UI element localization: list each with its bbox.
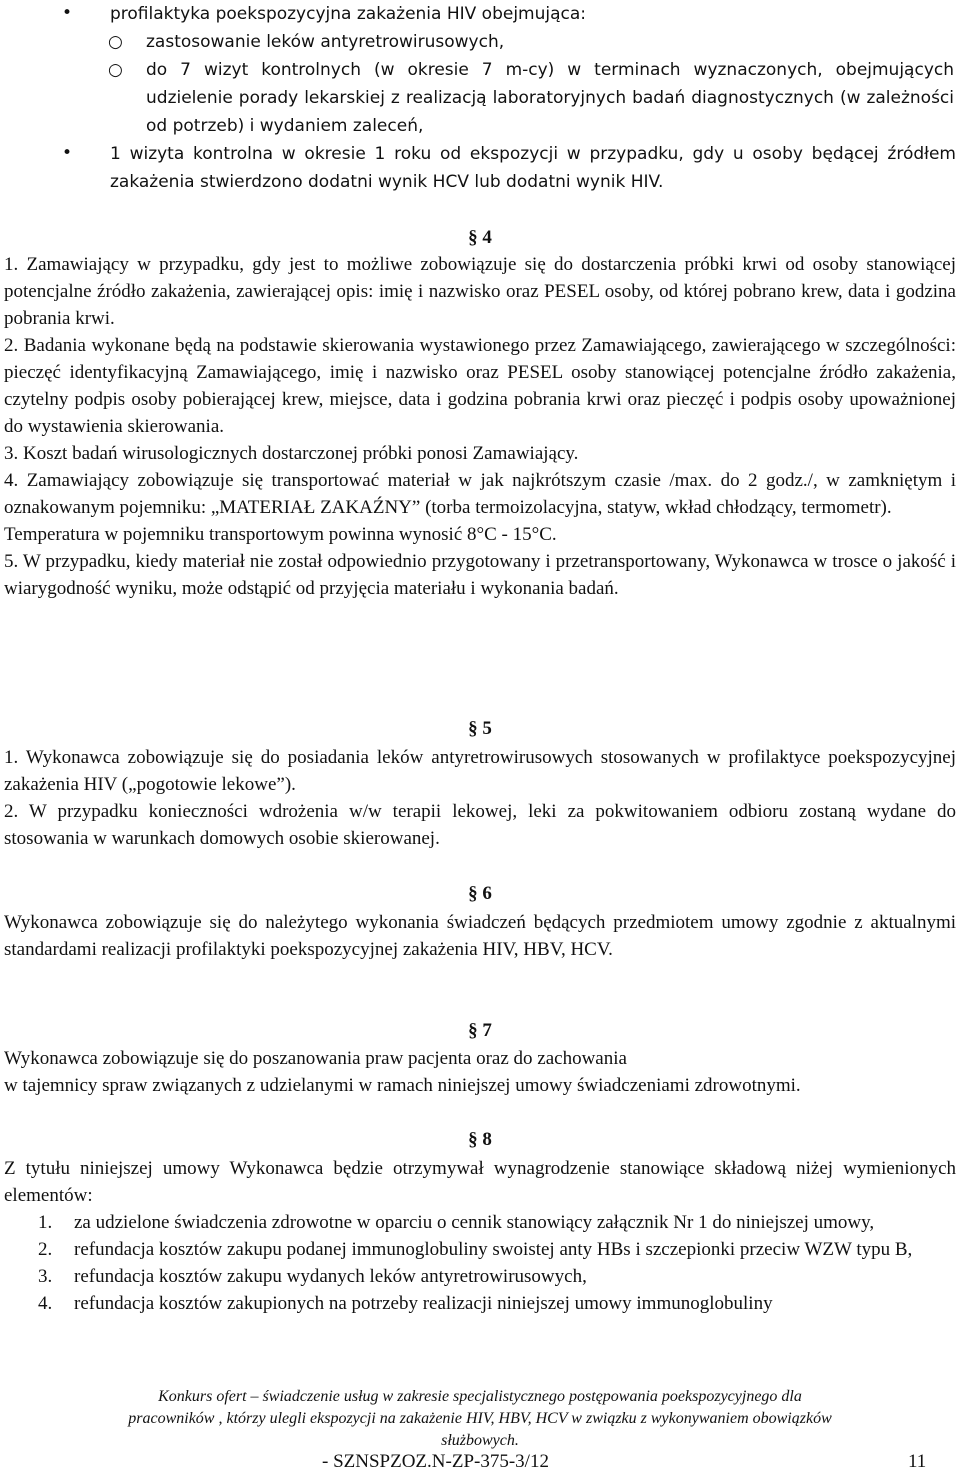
list-item-text: za udzielone świadczenia zdrowotne w oparciu o cennik stanowiący załącznik Nr 1 do niniejszej umowy, — [74, 1212, 875, 1233]
paragraph: 3. Koszt badań wirusologicznych dostarczonej próbki ponosi Zamawiający. — [4, 443, 579, 464]
list-item — [4, 1263, 956, 1290]
document-reference-code: - SZNSPZOZ.N-ZP-375-3/12 — [322, 1451, 549, 1472]
paragraph: 2. W przypadku konieczności wdrożenia w/w terapii lekowej, leki za pokwitowaniem odbioru zostaną wydane do stosowania w warunkach domowych osobie skierowanej. — [4, 801, 956, 849]
page-footer — [0, 1386, 960, 1452]
bullet-text: 1 wizyta kontrolna w okresie 1 roku od ekspozycji w przypadku, gdy u osoby będącej źródłem zakażenia stwierdzono dodatni wynik HCV lub dodatni wynik HIV. — [110, 144, 956, 192]
list-item-text: refundacja kosztów zakupionych na potrzeby realizacji niniejszej umowy immunoglobuliny — [74, 1293, 773, 1314]
bullet-item — [0, 0, 956, 28]
bullet-dot: • — [62, 143, 73, 163]
section-heading-4: § 4 — [468, 227, 492, 248]
section-heading-5: § 5 — [468, 718, 492, 739]
list-item-text: refundacja kosztów zakupu wydanych leków antyretrowirusowych, — [74, 1266, 587, 1287]
paragraph: 5. W przypadku, kiedy materiał nie został odpowiednio przygotowany i przetransportowany, Wykonawca w trosce o jakość i wiarygodność wyniku, może odstąpić od przyjęcia materiału i wykonania badań. — [4, 551, 956, 599]
paragraph: Temperatura w pojemniku transportowym powinna wynosić 8°C - 15°C. — [4, 524, 557, 545]
list-item-number: 2. — [38, 1239, 53, 1260]
sub-bullet-item — [0, 28, 954, 56]
sub-bullet-item — [0, 56, 954, 140]
section-heading-8: § 8 — [468, 1129, 492, 1150]
paragraph: 1. Zamawiający w przypadku, gdy jest to możliwe zobowiązuje się do dostarczenia próbki krwi od osoby stanowiącej potencjalne źródło zakażenia, zawierającej opis: imię i nazwisko oraz PESEL osoby, od której pobrano krew, data i godzina pobrania krwi. — [4, 254, 956, 329]
section-heading-7: § 7 — [468, 1020, 492, 1041]
sub-bullet-circle: ○ — [108, 32, 123, 52]
section-8-intro — [4, 1155, 956, 1209]
numbered-list — [4, 1209, 956, 1317]
section-heading-6: § 6 — [468, 883, 492, 904]
list-item — [4, 1236, 956, 1263]
sub-bullet-text: zastosowanie leków antyretrowirusowych, — [146, 32, 505, 52]
paragraph: w tajemnicy spraw związanych z udzielanymi w ramach niniejszej umowy świadczeniami zdrowotnymi. — [4, 1075, 801, 1096]
section-7-body — [4, 1045, 956, 1099]
footer-line: Konkurs ofert – świadczenie usług w zakresie specjalistycznego postępowania poekspozycyjnego dla — [158, 1388, 802, 1405]
paragraph: 4. Zamawiający zobowiązuje się transportować materiał w jak najkrótszym czasie /max. do 2 godz./, w zamkniętym i oznakowanym pojemniku: „MATERIAŁ ZAKAŹNY” (torba termoizolacyjna, statyw, wkład chłodzący, termometr). — [4, 470, 956, 518]
sub-bullet-text: do 7 wizyt kontrolnych (w okresie 7 m-cy) w terminach wyznaczonych, obejmujących udzielenie porady lekarskiej z realizacją laboratoryjnych badań diagnostycznych (w zależności od potrzeb) i wydaniem zaleceń, — [146, 60, 954, 136]
footer-line: służbowych. — [441, 1432, 519, 1449]
section-6-body — [4, 909, 956, 963]
list-item-number: 4. — [38, 1293, 53, 1314]
list-item — [4, 1290, 956, 1317]
paragraph: 1. Wykonawca zobowiązuje się do posiadania leków antyretrowirusowych stosowanych w profilaktyce poekspozycyjnej zakażenia HIV („pogotowie lekowe”). — [4, 747, 956, 795]
page-number: 11 — [908, 1451, 927, 1472]
bullet-text: profilaktyka poekspozycyjna zakażenia HIV obejmująca: — [110, 4, 587, 24]
paragraph: Wykonawca zobowiązuje się do poszanowania praw pacjenta oraz do zachowania — [4, 1048, 627, 1069]
section-5-body — [4, 744, 956, 852]
paragraph: Wykonawca zobowiązuje się do należytego wykonania świadczeń będących przedmiotem umowy zgodnie z aktualnymi standardami realizacji profilaktyki poekspozycyjnej zakażenia HIV, HBV, HCV. — [4, 912, 956, 960]
list-item-text: refundacja kosztów zakupu podanej immunoglobuliny swoistej anty HBs i szczepionki przeciw WZW typu B, — [74, 1239, 913, 1260]
paragraph: Z tytułu niniejszej umowy Wykonawca będzie otrzymywał wynagrodzenie stanowiące składową niżej wymienionych elementów: — [4, 1158, 956, 1206]
sub-bullet-circle: ○ — [108, 60, 123, 80]
list-item-number: 3. — [38, 1266, 53, 1287]
bullet-item — [0, 140, 956, 196]
paragraph: 2. Badania wykonane będą na podstawie skierowania wystawionego przez Zamawiającego, zawierającego w szczególności: pieczęć identyfikacyjną Zamawiającego, imię i nazwisko oraz PESEL osoby stanowiącej potencjalne źródło zakażenia, czytelny podpis osoby pobierającej krew, miejsce, data i godzina pobrania krwi oraz pieczęć i podpis osoby upoważnionej do wystawienia skierowania. — [4, 335, 956, 437]
list-item-number: 1. — [38, 1212, 53, 1233]
bullet-dot: • — [62, 3, 73, 23]
section-4-body — [4, 251, 956, 602]
list-item — [4, 1209, 956, 1236]
footer-line: pracowników , którzy ulegli ekspozycji na zakażenie HIV, HBV, HCV w związku z wykonywaniem obowiązków — [128, 1410, 832, 1427]
